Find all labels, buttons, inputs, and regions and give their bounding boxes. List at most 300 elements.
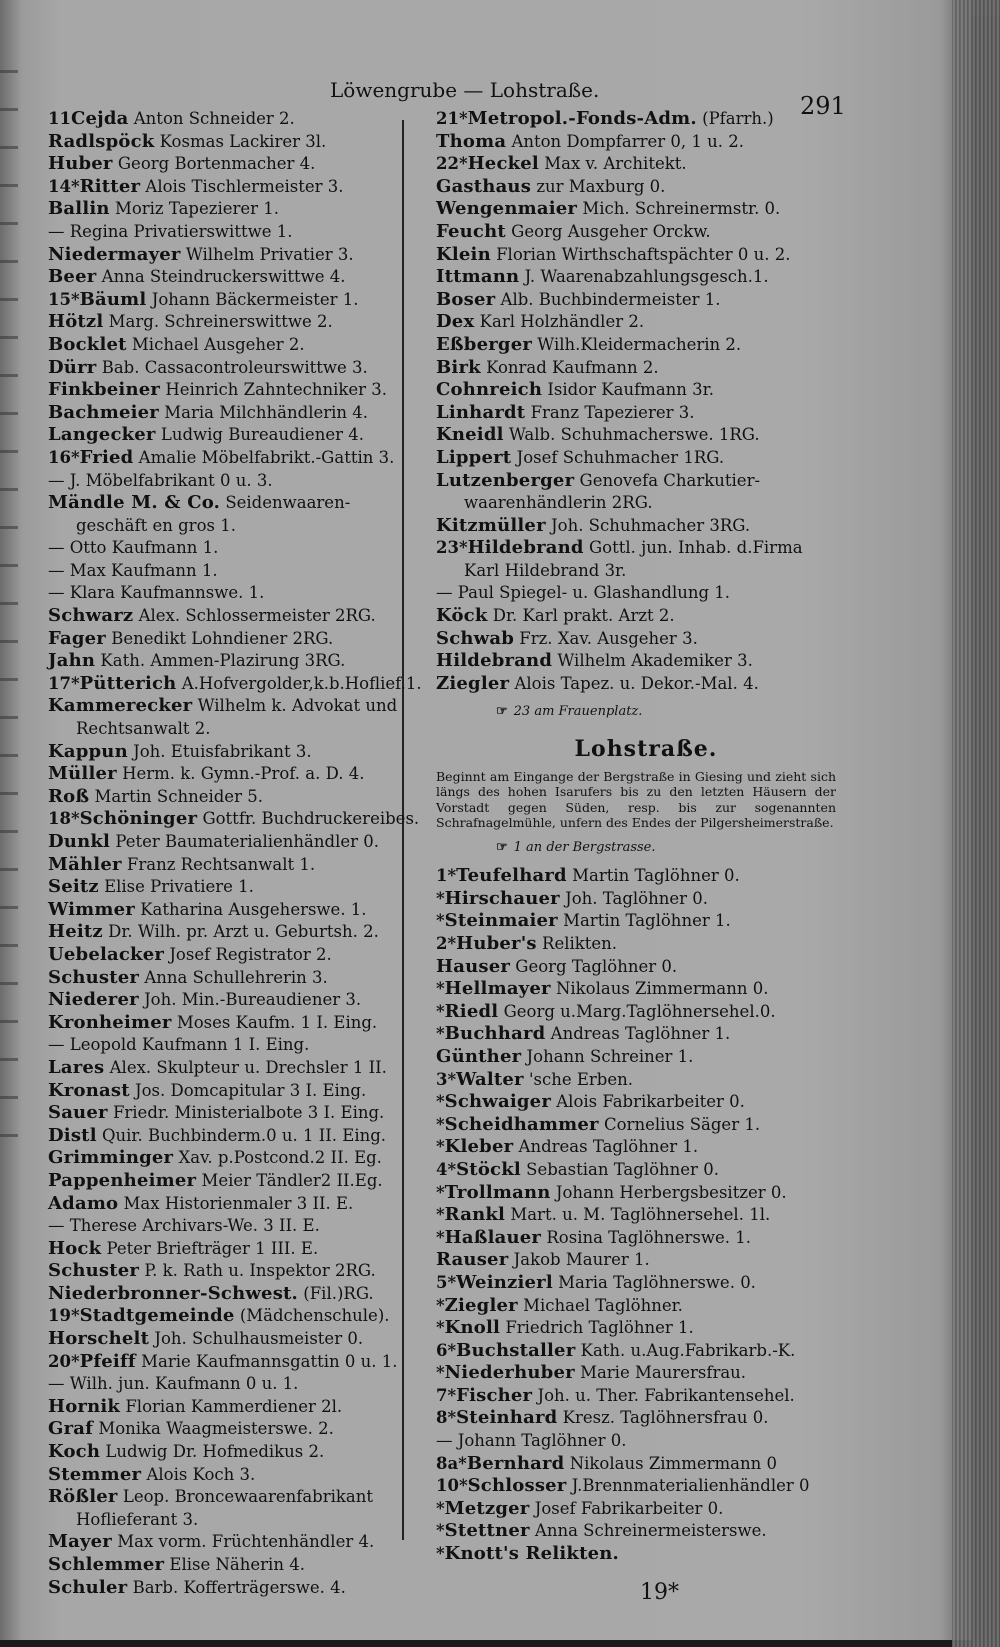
house-number: * bbox=[436, 1363, 445, 1383]
resident-name: Roß bbox=[48, 785, 90, 807]
house-number: 23* bbox=[436, 538, 468, 558]
directory-entry bbox=[48, 628, 428, 651]
directory-entry bbox=[436, 650, 856, 673]
resident-name: Feucht bbox=[436, 220, 506, 242]
directory-entry bbox=[48, 1057, 428, 1080]
resident-name: Lares bbox=[48, 1056, 105, 1078]
entry-detail: Herm. k. Gymn.-Prof. a. D. 4. bbox=[122, 764, 365, 784]
resident-name: Ritter bbox=[79, 175, 141, 197]
directory-entry bbox=[436, 221, 856, 244]
entry-detail: Sebastian Taglöhner 0. bbox=[526, 1159, 719, 1179]
entry-detail: — Johann Taglöhner 0. bbox=[436, 1431, 627, 1451]
resident-name: Buchhard bbox=[444, 1023, 546, 1045]
directory-entry bbox=[436, 176, 856, 199]
resident-name: Horschelt bbox=[48, 1328, 150, 1350]
entry-detail: Karl Holzhändler 2. bbox=[479, 312, 645, 332]
house-number: 10* bbox=[436, 1476, 468, 1496]
left-column bbox=[48, 108, 428, 1599]
house-number: 1* bbox=[436, 866, 457, 886]
entry-detail: Rechtsanwalt 2. bbox=[76, 719, 211, 739]
entry-detail: Georg Taglöhner 0. bbox=[515, 956, 678, 976]
directory-entry bbox=[48, 289, 428, 312]
house-number: * bbox=[436, 1318, 445, 1338]
directory-entry bbox=[48, 582, 428, 605]
resident-name: Kneidl bbox=[436, 424, 504, 446]
directory-entry bbox=[48, 1486, 428, 1509]
house-number: 20* bbox=[48, 1351, 80, 1371]
resident-name: Fried bbox=[79, 446, 134, 468]
resident-name: Adamo bbox=[48, 1192, 119, 1214]
directory-entry bbox=[436, 289, 856, 312]
directory-entry bbox=[436, 933, 856, 956]
resident-name: Huber bbox=[48, 153, 113, 175]
entry-detail: Genovefa Charkutier- bbox=[579, 470, 761, 490]
directory-entry bbox=[436, 605, 856, 628]
house-number: 5* bbox=[436, 1272, 457, 1292]
resident-name: Kronheimer bbox=[48, 1011, 172, 1033]
resident-name: Riedl bbox=[444, 1000, 499, 1022]
house-number: 3* bbox=[436, 1069, 457, 1089]
house-number: * bbox=[436, 1521, 445, 1541]
entry-detail: Anna Schullehrerin 3. bbox=[144, 967, 328, 987]
directory-entry bbox=[48, 198, 428, 221]
house-number: 7* bbox=[436, 1385, 457, 1405]
resident-name: Fischer bbox=[456, 1384, 533, 1406]
entry-detail: Johann Bäckermeister 1. bbox=[151, 289, 359, 309]
resident-name: Kitzmüller bbox=[436, 514, 546, 536]
entry-detail: Kresz. Taglöhnersfrau 0. bbox=[562, 1408, 769, 1428]
house-number: 16* bbox=[48, 447, 80, 467]
directory-entry bbox=[48, 967, 428, 990]
house-marker-text: 1 an der Bergstrasse. bbox=[513, 839, 656, 855]
directory-entry bbox=[48, 1577, 428, 1600]
resident-name: Hellmayer bbox=[444, 978, 551, 1000]
directory-entry bbox=[436, 153, 856, 176]
directory-entry bbox=[48, 1328, 428, 1351]
directory-entry bbox=[436, 470, 856, 493]
resident-name: Trollmann bbox=[444, 1181, 551, 1203]
resident-name: Walter bbox=[456, 1068, 524, 1090]
directory-entry bbox=[48, 831, 428, 854]
directory-entry bbox=[436, 1430, 856, 1453]
directory-entry bbox=[436, 1136, 856, 1159]
resident-name: Cejda bbox=[70, 108, 129, 129]
directory-entry bbox=[48, 402, 428, 425]
resident-name: Stöckl bbox=[456, 1158, 521, 1180]
directory-entry bbox=[436, 447, 856, 470]
entry-detail: J.Brennmaterialienhändler 0 bbox=[571, 1476, 810, 1496]
entry-detail: Wilh.Kleidermacherin 2. bbox=[537, 334, 742, 354]
directory-entry bbox=[48, 221, 428, 244]
entry-detail: Joh. Schuhmacher 3RG. bbox=[551, 515, 751, 535]
resident-name: Metropol.-Fonds-Adm. bbox=[467, 108, 697, 129]
page-edges bbox=[952, 0, 1000, 1647]
house-number: 4* bbox=[436, 1159, 457, 1179]
entry-detail: Franz Tapezierer 3. bbox=[530, 402, 695, 422]
resident-name: Seitz bbox=[48, 876, 99, 898]
house-number: * bbox=[436, 1182, 445, 1202]
resident-name: Linhardt bbox=[436, 401, 526, 423]
directory-entry bbox=[436, 266, 856, 289]
entry-detail: zur Maxburg 0. bbox=[536, 176, 666, 196]
directory-entry bbox=[48, 492, 428, 515]
entry-detail: Barb. Kofferträgerswe. 4. bbox=[132, 1577, 346, 1597]
directory-entry bbox=[48, 1125, 428, 1148]
street-description: Beginnt am Eingange der Bergstraße in Giesing und zieht sich längs des hohen Isarufers bis zu den letzten Häusern der Vorstadt gegen Süden, resp. bis zur sogenannten Schrafnagelmühle, unfern des Endes der Pilgersheimerstraße. bbox=[436, 768, 836, 831]
entry-detail: Friedr. Ministerialbote 3 I. Eing. bbox=[112, 1103, 385, 1123]
entry-detail: Amalie Möbelfabrikt.-Gattin 3. bbox=[138, 447, 395, 467]
resident-name: Pfeiff bbox=[79, 1350, 136, 1372]
entry-detail: Konrad Kaufmann 2. bbox=[486, 357, 659, 377]
resident-name: Niedermayer bbox=[48, 243, 181, 265]
resident-name: Heckel bbox=[467, 153, 539, 175]
entry-detail: Alois Fabrikarbeiter 0. bbox=[556, 1092, 745, 1112]
resident-name: Schlosser bbox=[467, 1475, 567, 1497]
resident-name: Kammerecker bbox=[48, 695, 193, 717]
entry-detail: Florian Kammerdiener 2l. bbox=[125, 1396, 343, 1416]
resident-name: Niederhuber bbox=[444, 1362, 575, 1384]
resident-name: Schuster bbox=[48, 1260, 140, 1282]
resident-name: Metzger bbox=[444, 1497, 530, 1519]
directory-entry bbox=[48, 1012, 428, 1035]
directory-entry bbox=[436, 1272, 856, 1295]
entry-detail: Gottfr. Buchdruckereibes. bbox=[202, 809, 420, 829]
entry-detail: Jos. Domcapitular 3 I. Eing. bbox=[134, 1080, 367, 1100]
directory-entry bbox=[436, 1046, 856, 1069]
entry-detail: Anna Steindruckerswittwe 4. bbox=[101, 267, 346, 287]
directory-entry bbox=[48, 153, 428, 176]
entry-detail: — Therese Archivars-We. 3 II. E. bbox=[48, 1216, 320, 1236]
resident-name: Radlspöck bbox=[48, 130, 155, 152]
directory-entry bbox=[48, 1147, 428, 1170]
directory-entry bbox=[48, 424, 428, 447]
entry-detail: Relikten. bbox=[542, 934, 618, 953]
directory-entry bbox=[48, 1170, 428, 1193]
resident-name: Grimminger bbox=[48, 1147, 174, 1169]
directory-entry bbox=[48, 989, 428, 1012]
entry-detail: Andreas Taglöhner 1. bbox=[518, 1137, 699, 1157]
house-number: * bbox=[436, 888, 445, 908]
directory-entry bbox=[436, 357, 856, 380]
resident-name: Graf bbox=[48, 1418, 94, 1440]
entry-detail: Josef Fabrikarbeiter 0. bbox=[534, 1498, 724, 1518]
entry-detail: Alex. Schlossermeister 2RG. bbox=[138, 606, 376, 626]
resident-name: Scheidhammer bbox=[444, 1113, 599, 1135]
entry-detail: Maria Taglöhnerswe. 0. bbox=[558, 1272, 756, 1292]
directory-entry bbox=[48, 1351, 428, 1374]
entry-detail: (Pfarrh.) bbox=[702, 109, 774, 128]
entry-detail: geschäft en gros 1. bbox=[76, 515, 236, 535]
directory-entry bbox=[436, 334, 856, 357]
resident-name: Knoll bbox=[444, 1317, 501, 1339]
resident-name: Hornik bbox=[48, 1395, 121, 1417]
entry-detail: Nikolaus Zimmermann 0 bbox=[569, 1453, 777, 1473]
house-number: 17* bbox=[48, 673, 80, 693]
directory-entry bbox=[48, 808, 428, 831]
directory-entry bbox=[48, 244, 428, 267]
directory-entry bbox=[48, 1238, 428, 1261]
directory-entry bbox=[436, 515, 856, 538]
entry-detail: Quir. Buchbinderm.0 u. 1 II. Eing. bbox=[101, 1125, 387, 1145]
house-number: 2* bbox=[436, 934, 457, 953]
entry-detail: Rosina Taglöhnerswe. 1. bbox=[546, 1227, 752, 1247]
directory-entry bbox=[436, 1204, 856, 1227]
directory-entry bbox=[48, 1509, 428, 1532]
entry-detail: Friedrich Taglöhner 1. bbox=[505, 1318, 694, 1338]
entry-detail: Gottl. jun. Inhab. d.Firma bbox=[588, 538, 803, 558]
resident-name: Dex bbox=[436, 311, 475, 333]
entry-detail: Elise Näherin 4. bbox=[169, 1555, 305, 1574]
directory-entry bbox=[48, 357, 428, 380]
directory-entry bbox=[48, 1396, 428, 1419]
directory-entry bbox=[436, 1362, 856, 1385]
directory-entry bbox=[436, 492, 856, 515]
directory-entry bbox=[436, 198, 856, 221]
house-number: 19* bbox=[48, 1306, 80, 1326]
directory-entry bbox=[436, 956, 856, 979]
resident-name: Hirschauer bbox=[444, 887, 560, 909]
entry-detail: Heinrich Zahntechniker 3. bbox=[165, 380, 388, 400]
resident-name: Hildebrand bbox=[436, 650, 553, 672]
entry-detail: Dr. Wilh. pr. Arzt u. Geburtsh. 2. bbox=[108, 922, 379, 942]
entry-detail: Josef Registrator 2. bbox=[169, 944, 332, 964]
resident-name: Bachmeier bbox=[48, 401, 159, 423]
entry-detail: Max vorm. Früchtenhändler 4. bbox=[117, 1532, 375, 1552]
directory-entry bbox=[436, 673, 856, 696]
directory-entry bbox=[48, 876, 428, 899]
entry-detail: Georg Bortenmacher 4. bbox=[117, 154, 316, 174]
entry-detail: — Otto Kaufmann 1. bbox=[48, 538, 219, 558]
resident-name: Bäuml bbox=[79, 288, 147, 310]
entry-detail: Joh. Etuisfabrikant 3. bbox=[133, 741, 312, 761]
pointing-hand-icon: ☞ bbox=[496, 704, 508, 720]
entry-detail: J. Waarenabzahlungsgesch.1. bbox=[524, 267, 769, 287]
entry-detail: Max v. Architekt. bbox=[544, 154, 687, 174]
house-number: 6* bbox=[436, 1340, 457, 1360]
entry-detail: Martin Schneider 5. bbox=[94, 786, 263, 806]
entry-detail: Meier Tändler2 II.Eg. bbox=[201, 1170, 383, 1190]
entry-detail: Katharina Ausgeherswe. 1. bbox=[140, 899, 367, 919]
directory-entry bbox=[436, 1385, 856, 1408]
directory-entry bbox=[436, 1520, 856, 1543]
resident-name: Stadtgemeinde bbox=[79, 1305, 235, 1327]
directory-entry bbox=[436, 537, 856, 560]
directory-entry bbox=[436, 1249, 856, 1272]
right-column bbox=[436, 108, 856, 1566]
directory-entry bbox=[436, 1091, 856, 1114]
page-number: 291 bbox=[800, 92, 846, 120]
directory-entry bbox=[436, 1340, 856, 1363]
directory-entry bbox=[48, 470, 428, 493]
resident-name: Schwaiger bbox=[444, 1091, 552, 1113]
resident-name: Sauer bbox=[48, 1102, 108, 1124]
entry-detail: Georg u.Marg.Taglöhnersehel.0. bbox=[503, 1001, 776, 1021]
house-number: 8a* bbox=[436, 1453, 467, 1473]
entry-detail: — Paul Spiegel- u. Glashandlung 1. bbox=[436, 583, 731, 603]
directory-entry bbox=[436, 1453, 856, 1476]
entry-detail: Marie Maurersfrau. bbox=[580, 1363, 747, 1383]
directory-entry bbox=[436, 628, 856, 651]
entry-detail: Wilhelm Akademiker 3. bbox=[557, 651, 753, 671]
directory-entry bbox=[48, 1080, 428, 1103]
resident-name: Kronast bbox=[48, 1079, 130, 1101]
directory-entry bbox=[436, 1407, 856, 1430]
directory-entry bbox=[48, 1260, 428, 1283]
house-number: * bbox=[436, 1114, 445, 1134]
directory-entry bbox=[48, 1215, 428, 1238]
resident-name: Schwab bbox=[436, 627, 514, 649]
house-number: * bbox=[436, 911, 445, 931]
resident-name: Ziegler bbox=[436, 672, 510, 694]
directory-entry bbox=[48, 695, 428, 718]
entry-detail: (Mädchenschule). bbox=[239, 1306, 390, 1326]
directory-entry bbox=[436, 1023, 856, 1046]
directory-entry bbox=[436, 910, 856, 933]
entry-detail: Peter Baumaterialienhändler 0. bbox=[115, 832, 379, 851]
directory-entry bbox=[48, 108, 428, 131]
resident-name: Lippert bbox=[436, 446, 512, 468]
resident-name: Gasthaus bbox=[436, 175, 532, 197]
house-number: 15* bbox=[48, 289, 80, 309]
resident-name: Bocklet bbox=[48, 333, 127, 355]
directory-entry bbox=[436, 379, 856, 402]
entry-detail: Marg. Schreinerswittwe 2. bbox=[108, 312, 333, 332]
resident-name: Birk bbox=[436, 356, 481, 378]
entry-detail: Martin Taglöhner 0. bbox=[572, 866, 740, 886]
directory-entry bbox=[436, 865, 856, 888]
resident-name: Hildebrand bbox=[467, 537, 584, 559]
directory-entry bbox=[436, 1159, 856, 1182]
resident-name: Kleber bbox=[444, 1136, 514, 1158]
entry-detail: — Regina Privatierswittwe 1. bbox=[48, 221, 293, 241]
house-number: * bbox=[436, 979, 445, 999]
entry-detail: Martin Taglöhner 1. bbox=[563, 911, 731, 931]
entry-detail: Alois Tischlermeister 3. bbox=[145, 176, 344, 196]
directory-entry bbox=[436, 424, 856, 447]
entry-detail: Monika Waagmeisterswe. 2. bbox=[98, 1419, 334, 1439]
entry-detail: Anna Schreinermeisterswe. bbox=[534, 1521, 767, 1541]
directory-entry bbox=[48, 266, 428, 289]
resident-name: Mähler bbox=[48, 853, 122, 875]
entry-detail: — Max Kaufmann 1. bbox=[48, 560, 218, 580]
entry-detail: Max Historienmaler 3 II. E. bbox=[123, 1193, 354, 1213]
house-marker-text: 23 am Frauenplatz. bbox=[513, 704, 643, 720]
entry-detail: Nikolaus Zimmermann 0. bbox=[555, 979, 769, 999]
entry-detail: Jakob Maurer 1. bbox=[513, 1250, 650, 1270]
house-number: * bbox=[436, 1544, 445, 1564]
entry-detail: Maria Milchhändlerin 4. bbox=[164, 402, 369, 422]
entry-detail: Joh. Schulhausmeister 0. bbox=[154, 1329, 364, 1349]
house-number: 18* bbox=[48, 809, 80, 829]
directory-entry bbox=[48, 1464, 428, 1487]
entry-detail: Anton Schneider 2. bbox=[133, 109, 295, 128]
directory-entry bbox=[48, 515, 428, 538]
resident-name: Jahn bbox=[48, 650, 96, 672]
entry-detail: (Fil.)RG. bbox=[303, 1283, 374, 1303]
resident-name: Dunkl bbox=[48, 831, 111, 852]
entry-detail: Alois Tapez. u. Dekor.-Mal. 4. bbox=[514, 673, 759, 693]
entry-detail: Frz. Xav. Ausgeher 3. bbox=[519, 628, 698, 648]
entry-detail: Franz Rechtsanwalt 1. bbox=[126, 854, 316, 874]
resident-name: Teufelhard bbox=[456, 865, 567, 887]
resident-name: Klein bbox=[436, 243, 491, 265]
entry-detail: P. k. Rath u. Inspektor 2RG. bbox=[144, 1261, 376, 1281]
directory-entry bbox=[48, 786, 428, 809]
entry-detail: Georg Ausgeher Orckw. bbox=[511, 221, 711, 241]
entry-detail: Mich. Schreinermstr. 0. bbox=[582, 199, 781, 219]
house-marker-top bbox=[436, 701, 856, 724]
page-header: Löwengrube — Lohstraße. bbox=[330, 78, 600, 102]
directory-entry bbox=[48, 921, 428, 944]
entry-detail: Johann Schreiner 1. bbox=[526, 1046, 694, 1066]
house-number: * bbox=[436, 1498, 445, 1518]
resident-name: Boser bbox=[436, 288, 496, 310]
entry-detail: — Leopold Kaufmann 1 I. Eing. bbox=[48, 1035, 310, 1055]
entry-detail: Johann Herbergsbesitzer 0. bbox=[555, 1182, 787, 1202]
street-title: Lohstraße. bbox=[574, 736, 718, 763]
directory-entry bbox=[436, 1069, 856, 1092]
directory-entry bbox=[48, 718, 428, 741]
directory-entry bbox=[436, 1182, 856, 1205]
directory-entry bbox=[48, 763, 428, 786]
entry-detail: Seidenwaaren- bbox=[225, 493, 351, 513]
resident-name: Huber's bbox=[456, 933, 537, 954]
directory-entry bbox=[436, 131, 856, 154]
resident-name: Rößler bbox=[48, 1486, 118, 1508]
directory-entry bbox=[436, 560, 856, 583]
directory-entry bbox=[436, 1543, 856, 1566]
resident-name: Schuler bbox=[48, 1576, 128, 1598]
house-number: 21* bbox=[436, 109, 468, 128]
resident-name: Eßberger bbox=[436, 333, 533, 355]
directory-entry bbox=[48, 176, 428, 199]
directory-entry bbox=[48, 311, 428, 334]
entry-detail: Alex. Skulpteur u. Drechsler 1 II. bbox=[109, 1057, 387, 1077]
resident-name: Stemmer bbox=[48, 1463, 142, 1485]
directory-entry bbox=[436, 582, 856, 605]
house-number: 14* bbox=[48, 176, 80, 196]
resident-name: Buchstaller bbox=[456, 1339, 576, 1361]
directory-entry bbox=[48, 379, 428, 402]
directory-entry bbox=[436, 1475, 856, 1498]
entry-detail: A.Hofvergolder,k.b.Hoflief.1. bbox=[181, 673, 422, 693]
directory-entry bbox=[48, 944, 428, 967]
resident-name: Pappenheimer bbox=[48, 1169, 197, 1191]
resident-name: Thoma bbox=[436, 130, 507, 152]
resident-name: Bernhard bbox=[466, 1452, 565, 1474]
directory-entry bbox=[48, 899, 428, 922]
house-number: 22* bbox=[436, 154, 468, 174]
entry-detail: Mart. u. M. Taglöhnersehel. 1l. bbox=[510, 1205, 771, 1225]
directory-entry bbox=[48, 560, 428, 583]
directory-entry bbox=[436, 402, 856, 425]
resident-name: Rauser bbox=[436, 1249, 509, 1271]
house-number: * bbox=[436, 1092, 445, 1112]
directory-entry bbox=[48, 1193, 428, 1216]
directory-entry bbox=[48, 1418, 428, 1441]
resident-name: Günther bbox=[436, 1045, 522, 1067]
resident-name: Ittmann bbox=[436, 266, 520, 288]
directory-entry bbox=[436, 1317, 856, 1340]
entry-detail: Andreas Taglöhner 1. bbox=[550, 1024, 731, 1044]
directory-entry bbox=[436, 1295, 856, 1318]
house-number: 11 bbox=[48, 109, 71, 128]
resident-name: Ziegler bbox=[444, 1294, 518, 1316]
entry-detail: Benedikt Lohndiener 2RG. bbox=[111, 628, 334, 648]
directory-entry bbox=[436, 978, 856, 1001]
resident-name: Niederer bbox=[48, 989, 139, 1011]
right-column-top-entries bbox=[436, 108, 856, 695]
